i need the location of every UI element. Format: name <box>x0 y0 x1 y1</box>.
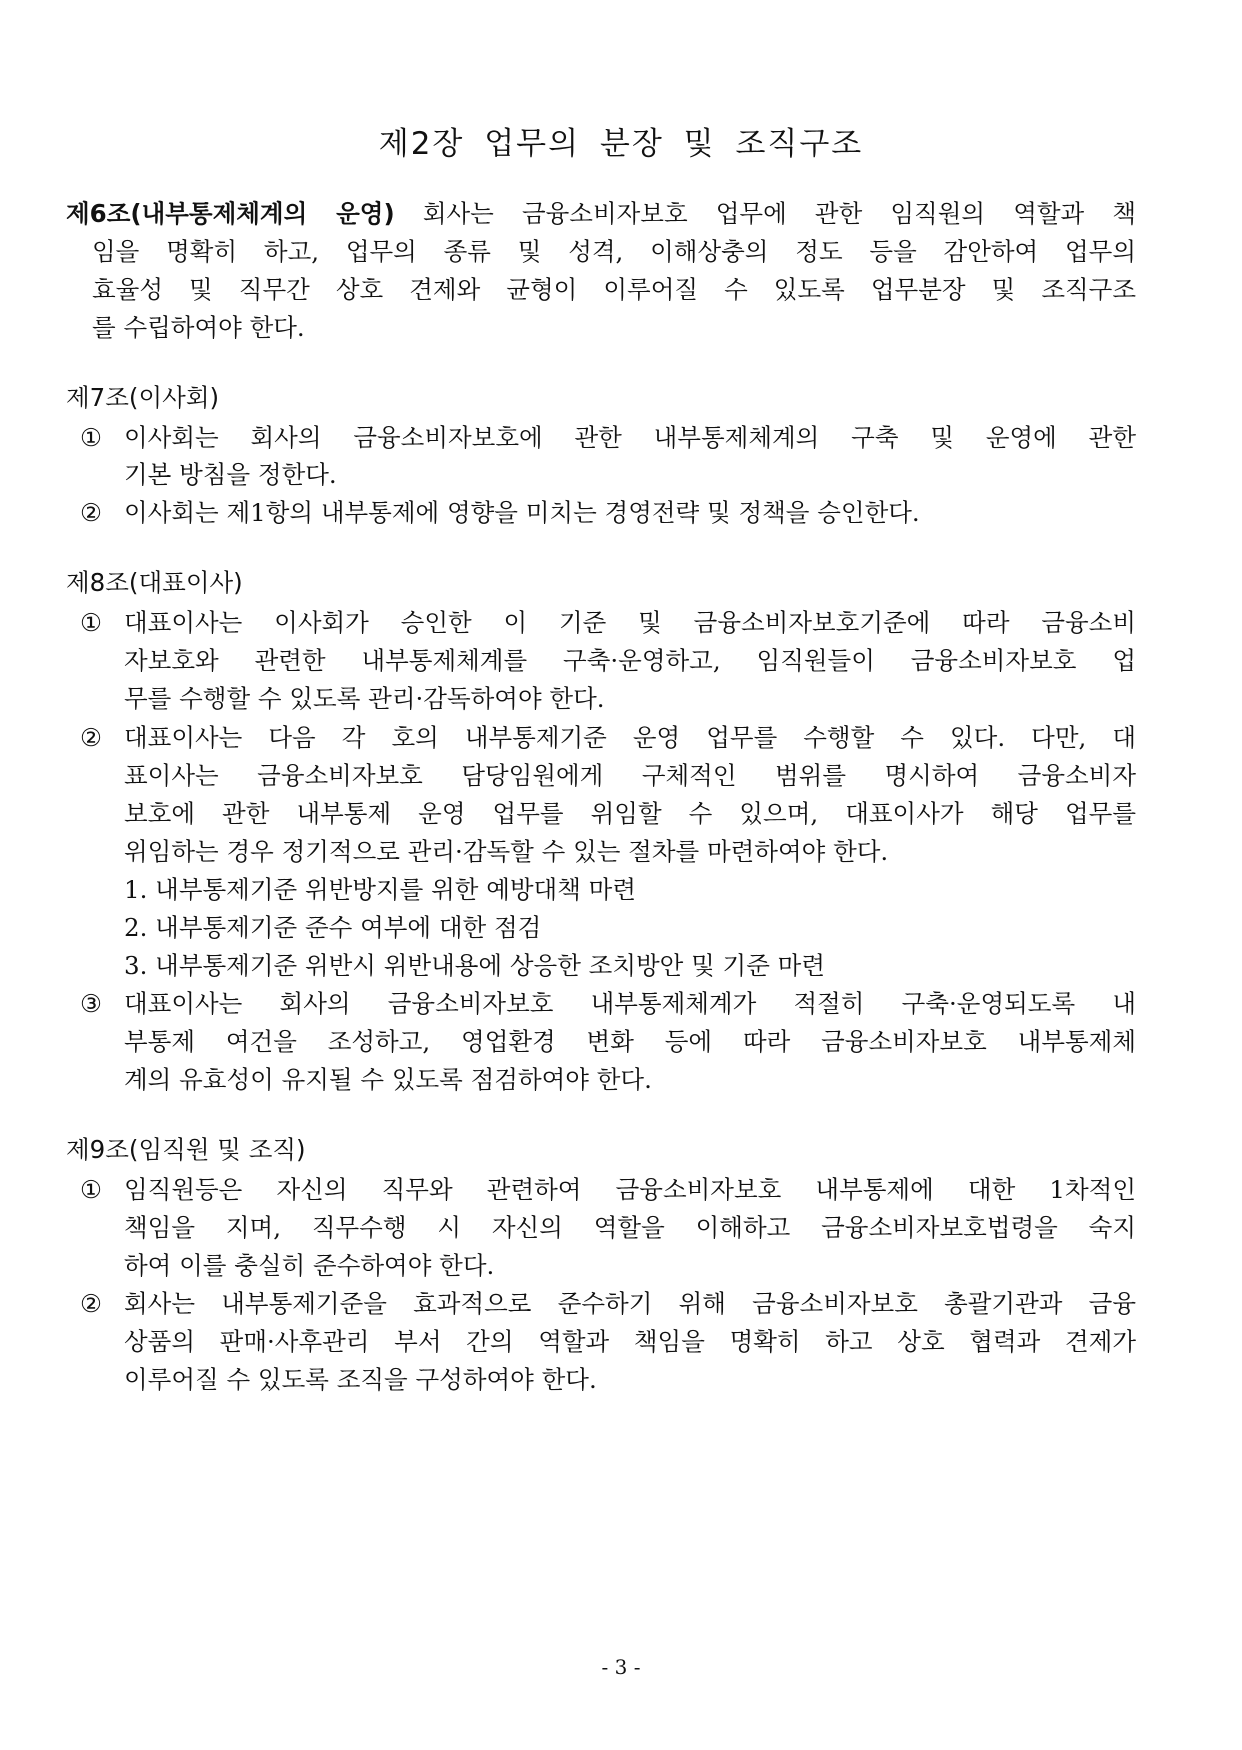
chapter-title: 제2장 업무의 분장 및 조직구조 <box>378 126 864 162</box>
article-7-item-2-marker: ② <box>80 498 102 527</box>
article-8-subitem-2: 2. 내부통제기준 준수 여부에 대한 점검 <box>124 913 542 942</box>
article-6-line-4: 를 수립하여야 한다. <box>92 313 305 342</box>
article-8-item-1-line-2: 자보호와 관련한 내부통제체계를 구축·운영하고, 임직원들이 금융소비자보호 업 <box>124 646 1136 675</box>
article-8-item-1-marker: ① <box>80 608 102 637</box>
article-9-item-2-line-2: 상품의 판매·사후관리 부서 간의 역할과 책임을 명확히 하고 상호 협력과 견제가 <box>124 1327 1136 1356</box>
article-8-item-2-marker: ② <box>80 723 102 752</box>
article-8-item-2-line-3: 보호에 관한 내부통제 운영 업무를 위임할 수 있으며, 대표이사가 해당 업무를 <box>124 799 1136 828</box>
page-number: - 3 - <box>601 1655 641 1679</box>
article-8-subitem-3: 3. 내부통제기준 위반시 위반내용에 상응한 조치방안 및 기준 마련 <box>124 951 826 980</box>
article-8-item-2-line-4: 위임하는 경우 정기적으로 관리·감독할 수 있는 절차를 마련하여야 한다. <box>124 837 889 866</box>
article-6-line-3: 효율성 및 직무간 상호 견제와 균형이 이루어질 수 있도록 업무분장 및 조직구조 <box>92 275 1136 304</box>
article-9-item-1-line-3: 하여 이를 충실히 준수하여야 한다. <box>124 1251 495 1280</box>
article-8-item-1-line-1: 대표이사는 이사회가 승인한 이 기준 및 금융소비자보호기준에 따라 금융소비 <box>124 608 1136 637</box>
article-7-item-1-line-2: 기본 방침을 정한다. <box>124 460 337 489</box>
article-8-item-3-line-2: 부통제 여건을 조성하고, 영업환경 변화 등에 따라 금융소비자보호 내부통제체 <box>124 1027 1136 1056</box>
article-9-item-2-line-1: 회사는 내부통제기준을 효과적으로 준수하기 위해 금융소비자보호 총괄기관과 금융 <box>124 1289 1136 1318</box>
article-8-item-3-marker: ③ <box>80 989 102 1018</box>
article-7-heading: 제7조(이사회) <box>66 383 220 412</box>
article-9-item-2-marker: ② <box>80 1289 102 1318</box>
article-6-heading: 제6조(내부통제체계의 운영) <box>66 199 395 228</box>
article-8-item-2-line-2: 표이사는 금융소비자보호 담당임원에게 구체적인 범위를 명시하여 금융소비자 <box>124 761 1136 790</box>
article-9-item-1-marker: ① <box>80 1175 102 1204</box>
article-7-item-2-line-1: 이사회는 제1항의 내부통제에 영향을 미치는 경영전략 및 정책을 승인한다. <box>124 498 920 527</box>
article-8-heading: 제8조(대표이사) <box>66 568 243 597</box>
article-9-item-1-line-2: 책임을 지며, 직무수행 시 자신의 역할을 이해하고 금융소비자보호법령을 숙지 <box>124 1213 1136 1242</box>
article-9-item-1-line-1: 임직원등은 자신의 직무와 관련하여 금융소비자보호 내부통제에 대한 1차적인 <box>124 1175 1136 1204</box>
article-6-line-1 <box>66 194 1136 234</box>
article-8-subitem-1: 1. 내부통제기준 위반방지를 위한 예방대책 마련 <box>124 875 636 904</box>
article-6-line-2: 임을 명확히 하고, 업무의 종류 및 성격, 이해상충의 정도 등을 감안하여 업무의 <box>92 237 1136 266</box>
article-8-item-3-line-1: 대표이사는 회사의 금융소비자보호 내부통제체계가 적절히 구축·운영되도록 내 <box>124 989 1136 1018</box>
article-6-text-1: 회사는 금융소비자보호 업무에 관한 임직원의 역할과 책 <box>394 199 1137 228</box>
article-8-item-1-line-3: 무를 수행할 수 있도록 관리·감독하여야 한다. <box>124 684 605 713</box>
article-8-item-2-line-1: 대표이사는 다음 각 호의 내부통제기준 운영 업무를 수행할 수 있다. 다만, 대 <box>124 723 1136 752</box>
article-7-item-1-line-1: 이사회는 회사의 금융소비자보호에 관한 내부통제체계의 구축 및 운영에 관한 <box>124 423 1136 452</box>
article-9-item-2-line-3: 이루어질 수 있도록 조직을 구성하여야 한다. <box>124 1365 597 1394</box>
article-7-item-1-marker: ① <box>80 423 102 452</box>
article-8-item-3-line-3: 계의 유효성이 유지될 수 있도록 점검하여야 한다. <box>124 1065 652 1094</box>
article-9-heading: 제9조(임직원 및 조직) <box>66 1135 306 1164</box>
